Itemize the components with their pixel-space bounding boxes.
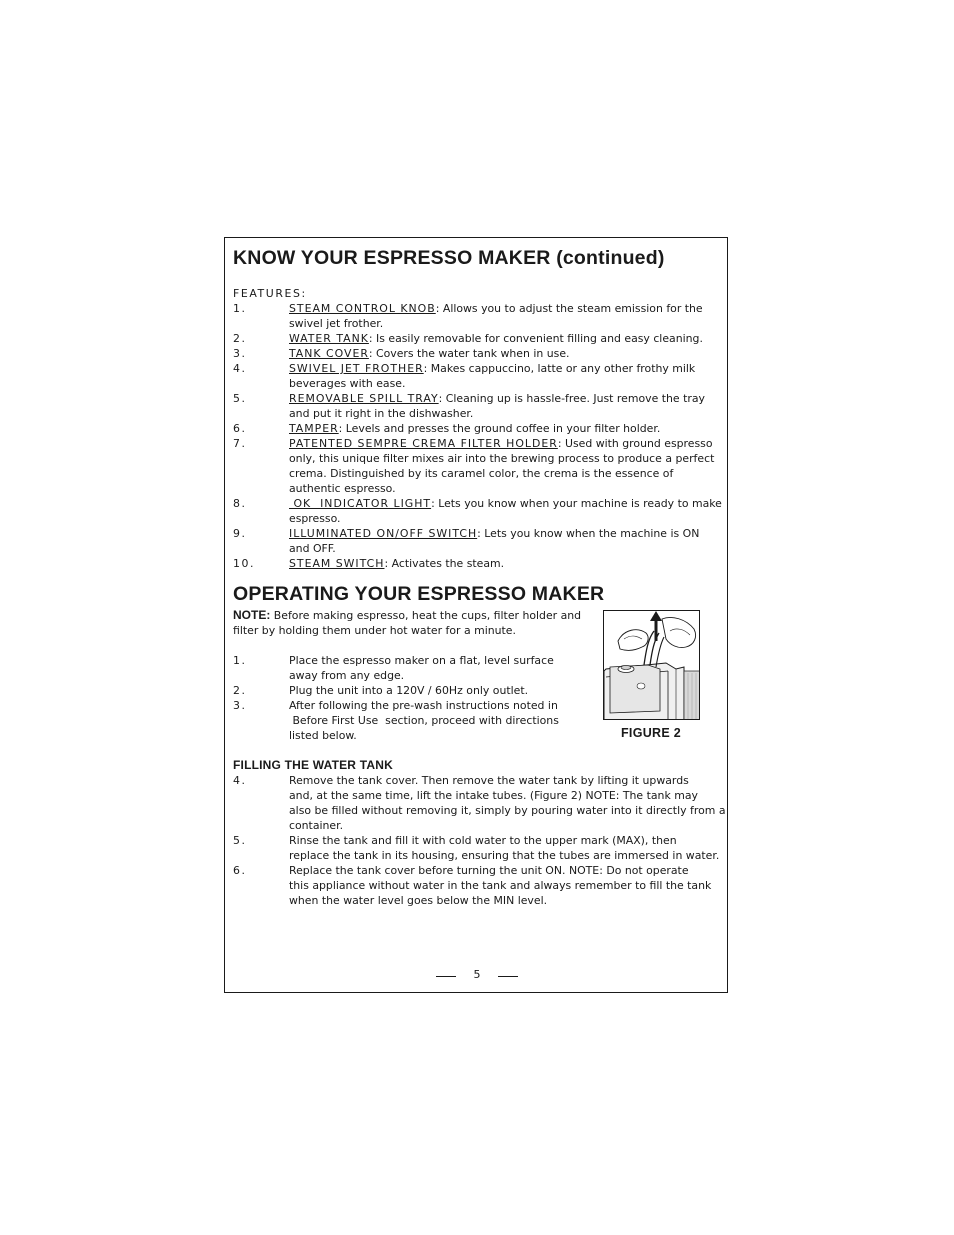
feature-2: WATER TANK: Is easily removable for convenient filling and easy cleaning. [289, 332, 703, 345]
filling-the-water-tank-heading: FILLING THE WATER TANK [233, 758, 393, 772]
feature-7: PATENTED SEMPRE CREMA FILTER HOLDER: Used with ground espresso [289, 437, 713, 450]
feature-2-number: 2. [233, 332, 247, 345]
step-1: Place the espresso maker on a flat, level surface [289, 654, 554, 667]
feature-7-number: 7. [233, 437, 247, 450]
feature-8: OK INDICATOR LIGHT: Lets you know when your machine is ready to make [289, 497, 722, 510]
step-2: Plug the unit into a 120V / 60Hz only outlet. [289, 684, 529, 697]
step-4-line3: also be filled without removing it, simply by pouring water into it directly from a [289, 804, 726, 817]
heading-know-your-espresso-maker: KNOW YOUR ESPRESSO MAKER (continued) [233, 247, 665, 269]
step-3-line3: listed below. [289, 729, 357, 742]
feature-8-number: 8. [233, 497, 247, 510]
step-5-line2: replace the tank in its housing, ensuring that the tubes are immersed in water. [289, 849, 720, 862]
feature-9-line2: and OFF. [289, 542, 336, 555]
feature-10: STEAM SWITCH: Activates the steam. [289, 557, 505, 570]
feature-9-number: 9. [233, 527, 247, 540]
heading-operating-your-espresso-maker: OPERATING YOUR ESPRESSO MAKER [233, 583, 605, 605]
feature-7-line2: only, this unique filter mixes air into the brewing process to produce a perfect [289, 452, 715, 465]
feature-1-number: 1. [233, 302, 247, 315]
step-1-line2: away from any edge. [289, 669, 405, 682]
page-number: 5 [473, 968, 481, 981]
feature-4-line2: beverages with ease. [289, 377, 406, 390]
note-paragraph: NOTE: Before making espresso, heat the cups, filter holder and [233, 608, 582, 622]
figure-2-caption: FIGURE 2 [621, 726, 682, 740]
feature-3-number: 3. [233, 347, 247, 360]
page-number-dash-left [436, 976, 456, 977]
step-6-line3: when the water level goes below the MIN level. [289, 894, 548, 907]
note-line2: filter by holding them under hot water for a minute. [233, 624, 516, 637]
page-number-dash-right [498, 976, 518, 977]
step-6-number: 6. [233, 864, 247, 877]
step-3-number: 3. [233, 699, 247, 712]
feature-4: SWIVEL JET FROTHER: Makes cappuccino, latte or any other frothy milk [289, 362, 696, 375]
feature-9: ILLUMINATED ON/OFF SWITCH: Lets you know when the machine is ON [289, 527, 700, 540]
figure-2-illustration [603, 610, 700, 720]
feature-4-number: 4. [233, 362, 247, 375]
feature-1: STEAM CONTROL KNOB: Allows you to adjust the steam emission for the [289, 302, 703, 315]
step-4-line2: and, at the same time, lift the intake tubes. (Figure 2) NOTE: The tank may [289, 789, 698, 802]
feature-7-line3: crema. Distinguished by its caramel color, the crema is the essence of [289, 467, 674, 480]
feature-5: REMOVABLE SPILL TRAY: Cleaning up is hassle-free. Just remove the tray [289, 392, 705, 405]
step-6-line2: this appliance without water in the tank and always remember to fill the tank [289, 879, 712, 892]
step-4: Remove the tank cover. Then remove the water tank by lifting it upwards [289, 774, 689, 787]
feature-1-line2: swivel jet frother. [289, 317, 384, 330]
feature-10-number: 10. [233, 557, 256, 570]
step-3: After following the pre-wash instructions noted in [289, 699, 558, 712]
step-3-line2: Before First Use section, proceed with directions [289, 714, 559, 727]
step-4-number: 4. [233, 774, 247, 787]
feature-5-line2: and put it right in the dishwasher. [289, 407, 474, 420]
feature-6-number: 6. [233, 422, 247, 435]
feature-6: TAMPER: Levels and presses the ground coffee in your filter holder. [289, 422, 661, 435]
espresso-maker-tank-drawing [604, 611, 700, 720]
step-6: Replace the tank cover before turning the unit ON. NOTE: Do not operate [289, 864, 689, 877]
feature-3: TANK COVER: Covers the water tank when in use. [289, 347, 570, 360]
feature-5-number: 5. [233, 392, 247, 405]
step-5-number: 5. [233, 834, 247, 847]
feature-8-line2: espresso. [289, 512, 341, 525]
step-5: Rinse the tank and fill it with cold water to the upper mark (MAX), then [289, 834, 677, 847]
step-4-line4: container. [289, 819, 344, 832]
feature-7-line4: authentic espresso. [289, 482, 396, 495]
step-2-number: 2. [233, 684, 247, 697]
step-1-number: 1. [233, 654, 247, 667]
features-label: FEATURES: [233, 287, 307, 300]
